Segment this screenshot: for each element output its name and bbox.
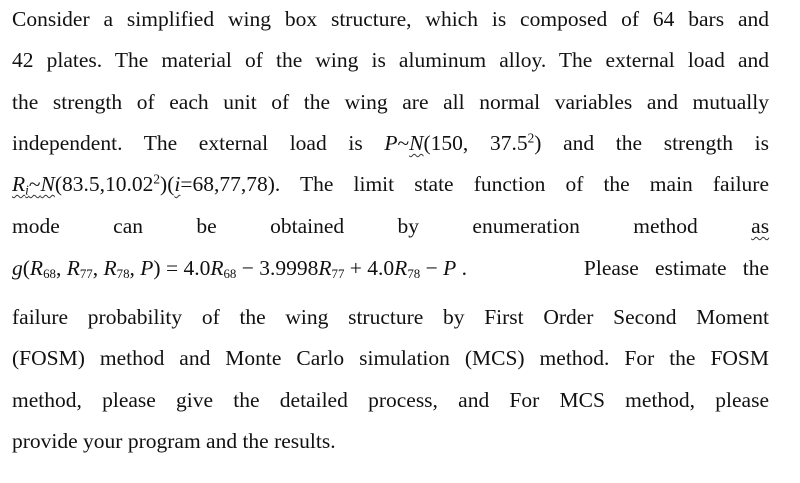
word: method [633, 214, 698, 238]
text-line-4 [12, 130, 769, 156]
text-line-10: method, please give the detailed process, and For MCS method, please [12, 388, 769, 412]
eq-variable: R [29, 256, 44, 280]
eq-subscript: 77 [331, 267, 345, 282]
eq-subscript: 77 [79, 267, 93, 282]
text-line-8: failure probability of the wing structure by First Order Second Moment [12, 305, 769, 329]
eq-subscript: 68 [223, 267, 237, 282]
text-fragment: ) and the strength is [534, 131, 769, 155]
text-fragment: )( [160, 172, 175, 196]
text-line-1: Consider a simplified wing box structure, which is composed of 64 bars and [12, 7, 769, 31]
distributed-as-symbol: ~ [28, 172, 41, 196]
strength-symbol-underlined [12, 172, 55, 196]
word: can [113, 214, 144, 238]
text-fragment: independent. The external load is [12, 131, 385, 155]
load-symbol: P [384, 131, 398, 155]
text-line-11: provide your program and the results. [12, 429, 336, 453]
word: by [397, 214, 420, 238]
eq-separator: , [55, 256, 67, 280]
word: as [751, 214, 770, 238]
eq-term: − [420, 256, 444, 280]
normal-distribution-symbol: N [409, 131, 424, 155]
eq-variable: P [140, 256, 154, 280]
text-fragment: =68,77,78). The limit state function of the main failure [180, 172, 769, 196]
text-fragment: (83.5,10.02 [54, 172, 154, 196]
text-line-5 [12, 171, 769, 197]
eq-variable: P [443, 256, 457, 280]
text-line-2: 42 plates. The material of the wing is aluminum alloy. The external load and [12, 48, 769, 72]
strength-symbol: R [12, 172, 26, 196]
eq-separator: , [129, 256, 141, 280]
limit-state-equation [12, 256, 467, 280]
eq-variable: R [66, 256, 80, 280]
text-line-3: the strength of each unit of the wing are all normal variables and mutually [12, 90, 769, 114]
eq-separator: , [92, 256, 104, 280]
eq-variable: R [210, 256, 224, 280]
superscript: 2 [527, 130, 535, 146]
word: obtained [270, 214, 345, 238]
word: mode [12, 214, 60, 238]
eq-subscript: 78 [407, 267, 421, 282]
subscript: i [25, 182, 29, 198]
eq-term: + 4.0 [344, 256, 395, 280]
word: enumeration [472, 214, 580, 238]
eq-period: . [456, 256, 467, 280]
distributed-as-symbol: ~ [397, 131, 410, 155]
word: be [196, 214, 217, 238]
eq-subscript: 68 [43, 267, 56, 282]
eq-term: − 3.9998 [236, 256, 319, 280]
eq-variable: R [394, 256, 408, 280]
text-fragment: (150, 37.5 [423, 131, 528, 155]
eq-subscript: 78 [116, 267, 130, 282]
text-line-6 [12, 213, 769, 239]
text-line-9: (FOSM) method and Monte Carlo simulation (MCS) method. For the FOSM [12, 346, 769, 370]
superscript: 2 [153, 171, 161, 187]
eq-term: ) = 4.0 [153, 256, 211, 280]
normal-distribution-symbol: N [40, 172, 55, 196]
eq-variable: R [318, 256, 332, 280]
eq-variable: R [103, 256, 117, 280]
text-fragment: Please estimate the [583, 256, 769, 280]
text-line-7 [12, 255, 769, 281]
index-symbol: i [174, 172, 181, 196]
eq-paren: ( [22, 256, 30, 280]
eq-function-name: g [12, 256, 23, 280]
